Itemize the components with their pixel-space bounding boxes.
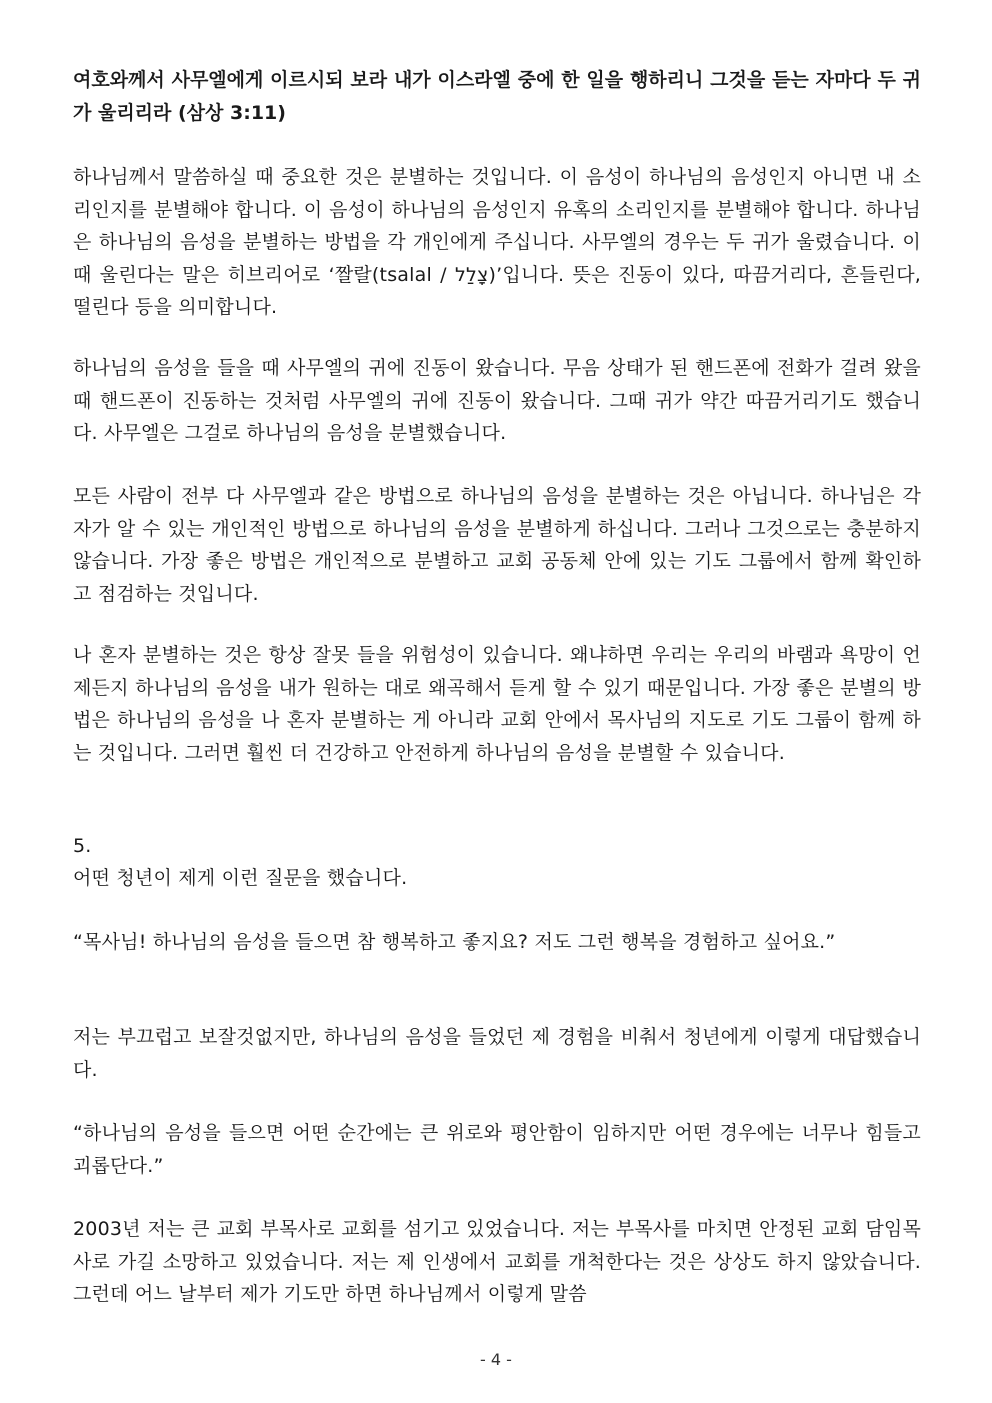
paragraph-prayer-group: 나 혼자 분별하는 것은 항상 잘못 들을 위험성이 있습니다. 왜냐하면 우리는 우리의 바램과 욕망이 언제든지 하나님의 음성을 내가 원하는 대로 왜곡해서 듣게 할 수 있기 때문입니다. 가장 좋은 분별의 방법은 하나님의 음성을 나 혼자 분별하는 게 아니라 교회 안에서 목사님의 지도로 기도 그룹이 함께 하는 것입니다. 그러면 훨씬 더 건강하고 안전하게 하나님의 음성을 분별할 수 있습니다. (73, 644, 921, 764)
paragraph-question-intro: 어떤 청년이 제게 이런 질문을 했습니다. (73, 867, 408, 889)
quote-pastor-answer: “하나님의 음성을 들으면 어떤 순간에는 큰 위로와 평안함이 임하지만 어떤 경우에는 너무나 힘들고 괴롭단다.” (73, 1122, 921, 1177)
paragraph-discernment: 하나님께서 말씀하실 때 중요한 것은 분별하는 것입니다. 이 음성이 하나님의 음성인지 아니면 내 소리인지를 분별해야 합니다. 이 음성이 하나님의 음성인지 유혹의 소리인지를 분별해야 합니다. 하나님은 하나님의 음성을 분별하는 방법을 각 개인에게 주십니다. 사무엘의 경우는 두 귀가 울렸습니다. 이때 울린다는 말은 히브리어로 ‘짤랄(tsalal / צָלַל)’입니다. 뜻은 진동이 있다, 따끔거리다, 흔들린다, 떨린다 등을 의미합니다. (73, 166, 921, 318)
page-number: - 4 - (480, 1350, 512, 1369)
paragraph-personal-method: 모든 사람이 전부 다 사무엘과 같은 방법으로 하나님의 음성을 분별하는 것은 아닙니다. 하나님은 각자가 알 수 있는 개인적인 방법으로 하나님의 음성을 분별하게 하십니다. 그러나 그것으로는 충분하지 않습니다. 가장 좋은 방법은 개인적으로 분별하고 교회 공동체 안에 있는 기도 그룹에서 함께 확인하고 점검하는 것입니다. (73, 485, 921, 605)
scripture-heading: 여호와께서 사무엘에게 이르시되 보라 내가 이스라엘 중에 한 일을 행하리니 그것을 듣는 자마다 두 귀가 울리리라 (삼상 3:11) (73, 69, 921, 124)
paragraph-2003-story: 2003년 저는 큰 교회 부목사로 교회를 섬기고 있었습니다. 저는 부목사를 마치면 안정된 교회 담임목사로 가길 소망하고 있었습니다. 저는 제 인생에서 교회를 개척한다는 것은 상상도 하지 않았습니다. 그런데 어느 날부터 제가 기도만 하면 하나님께서 이렇게 말씀 (73, 1218, 921, 1305)
quote-youth-question: “목사님! 하나님의 음성을 들으면 참 행복하고 좋지요? 저도 그런 행복을 경험하고 싶어요.” (73, 931, 836, 953)
paragraph-answer-intro: 저는 부끄럽고 보잘것없지만, 하나님의 음성을 들었던 제 경험을 비춰서 청년에게 이렇게 대답했습니다. (73, 1026, 921, 1081)
section-number: 5. (73, 835, 92, 857)
paragraph-samuel-ears: 하나님의 음성을 들을 때 사무엘의 귀에 진동이 왔습니다. 무음 상태가 된 핸드폰에 전화가 걸려 왔을 때 핸드폰이 진동하는 것처럼 사무엘의 귀에 진동이 왔습니다. 그때 귀가 약간 따끔거리기도 했습니다. 사무엘은 그걸로 하나님의 음성을 분별했습니다. (73, 357, 921, 444)
